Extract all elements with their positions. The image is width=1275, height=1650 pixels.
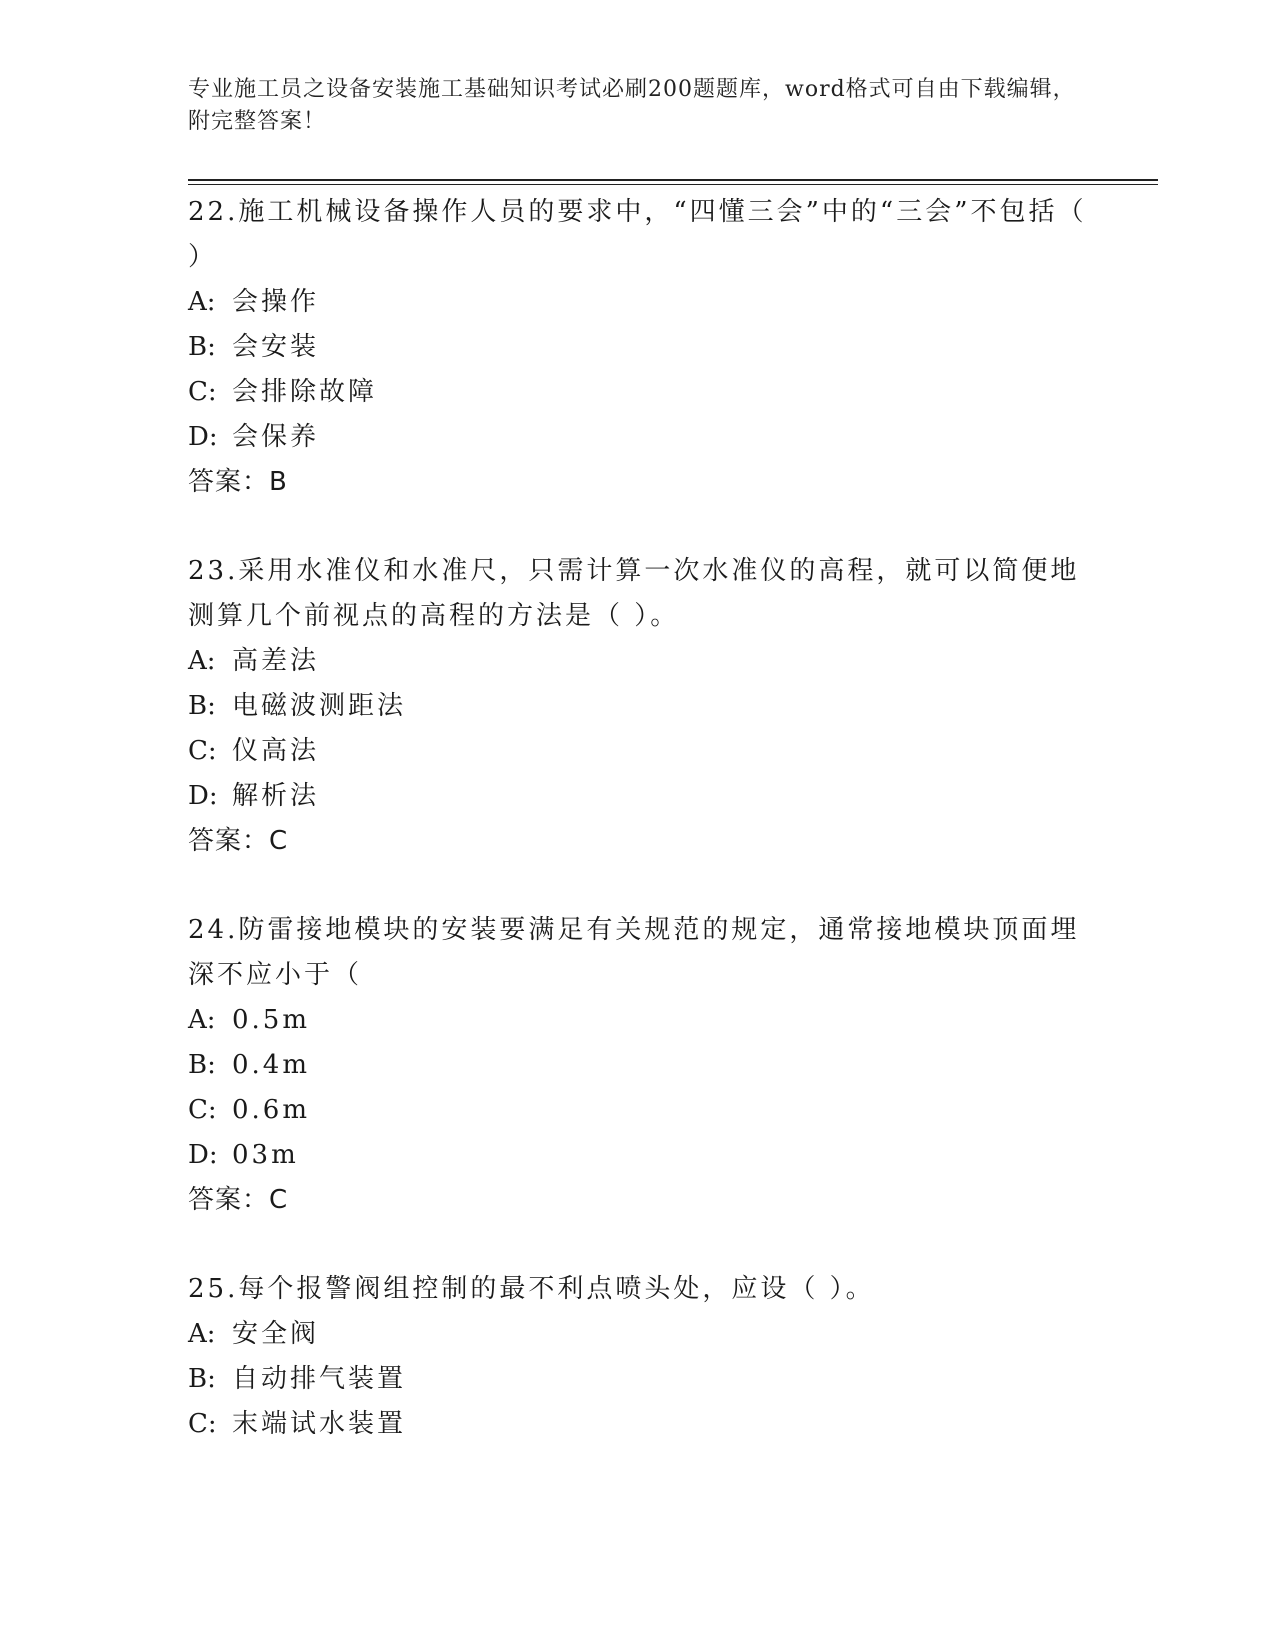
option-letter: B: (188, 1050, 216, 1080)
option-text: 会安装 (232, 332, 320, 362)
question-25 (188, 1267, 1088, 1447)
option-text: 末端试水装置 (232, 1409, 407, 1439)
option-text: 03m (232, 1140, 299, 1170)
question-stem: 24.防雷接地模块的安装要满足有关规范的规定，通常接地模块顶面埋深不应小于（ (188, 915, 1080, 990)
header-divider-thin (188, 184, 1158, 185)
document-header: 专业施工员之设备安装施工基础知识考试必刷200题题库，word格式可自由下载编辑，附完整答案！ (188, 77, 1076, 134)
question-stem: 22.施工机械设备操作人员的要求中，“四懂三会”中的“三会”不包括（ ） (188, 197, 1087, 272)
option-d (188, 774, 1088, 819)
option-d (188, 415, 1088, 460)
header-divider (188, 179, 1158, 181)
option-a (188, 998, 1088, 1043)
question-stem: 25.每个报警阀组控制的最不利点喷头处，应设（ ）。 (188, 1274, 875, 1304)
option-b (188, 684, 1088, 729)
option-letter: C: (188, 736, 217, 766)
option-letter: B: (188, 1364, 216, 1394)
option-text: 高差法 (232, 646, 320, 676)
option-text: 自动排气装置 (232, 1364, 407, 1394)
question-23 (188, 549, 1088, 864)
answer-line: 答案：B (188, 467, 288, 497)
option-letter: C: (188, 1409, 217, 1439)
option-d (188, 1133, 1088, 1178)
option-c (188, 729, 1088, 774)
option-letter: A: (188, 646, 216, 676)
answer-line: 答案：C (188, 1185, 289, 1215)
option-a (188, 280, 1088, 325)
option-text: 会排除故障 (232, 377, 378, 407)
question-stem: 23.采用水准仪和水准尺，只需计算一次水准仪的高程，就可以简便地测算几个前视点的高程的方法是（ ）。 (188, 556, 1080, 631)
option-letter: B: (188, 691, 216, 721)
option-a (188, 639, 1088, 684)
question-22 (188, 190, 1088, 505)
option-letter: A: (188, 287, 216, 317)
option-text: 0.5m (232, 1005, 311, 1035)
answer-line: 答案：C (188, 826, 289, 856)
question-24 (188, 908, 1088, 1223)
option-text: 电磁波测距法 (232, 691, 407, 721)
option-b (188, 1043, 1088, 1088)
option-text: 0.4m (232, 1050, 311, 1080)
option-text: 会保养 (232, 422, 320, 452)
option-b (188, 1357, 1088, 1402)
question-list (188, 190, 1088, 1491)
option-letter: D: (188, 781, 218, 811)
option-text: 安全阀 (232, 1319, 320, 1349)
option-letter: C: (188, 1095, 217, 1125)
option-c (188, 370, 1088, 415)
option-c (188, 1402, 1088, 1447)
option-letter: B: (188, 332, 216, 362)
option-letter: C: (188, 377, 217, 407)
option-text: 解析法 (232, 781, 320, 811)
option-letter: A: (188, 1319, 216, 1349)
option-letter: A: (188, 1005, 216, 1035)
option-c (188, 1088, 1088, 1133)
option-text: 会操作 (232, 287, 320, 317)
option-letter: D: (188, 1140, 218, 1170)
option-text: 0.6m (232, 1095, 311, 1125)
option-text: 仪高法 (232, 736, 320, 766)
option-a (188, 1312, 1088, 1357)
option-b (188, 325, 1088, 370)
option-letter: D: (188, 422, 218, 452)
